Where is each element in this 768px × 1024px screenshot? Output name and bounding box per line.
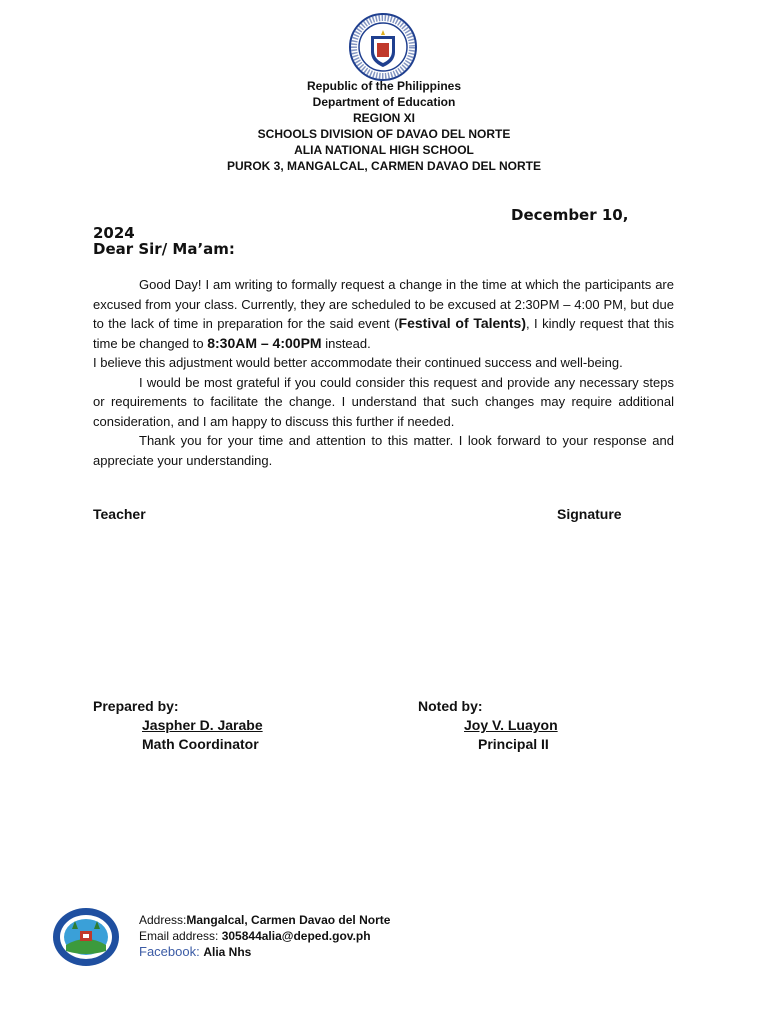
footer-address: [139, 912, 390, 928]
footer-contact: [139, 912, 390, 960]
prepared-by-label: Prepared by:: [93, 698, 179, 714]
header-line-department: Department of Education: [312, 95, 456, 109]
paragraph-thanks: Thank you for your time and attention to this matter. I look forward to your response and appreciate your understanding.: [93, 433, 674, 468]
header-line-address: PUROK 3, MANGALCAL, CARMEN DAVAO DEL NORTE: [226, 159, 541, 173]
signature-label: Signature: [557, 506, 622, 522]
noted-by-label: Noted by:: [418, 698, 483, 714]
email-label: Email address:: [139, 929, 222, 943]
prepared-by-title: Math Coordinator: [142, 736, 259, 752]
address-label: Address:: [139, 913, 187, 927]
header-line-region: REGION XI: [352, 111, 415, 125]
school-logo-icon: [52, 907, 120, 967]
prepared-by-name: Jaspher D. Jarabe: [142, 717, 263, 733]
noted-by-name: Joy V. Luayon: [464, 717, 558, 733]
header-line-school: ALIA NATIONAL HIGH SCHOOL: [294, 143, 474, 157]
paragraph-adjustment: I believe this adjustment would better accommodate their continued success and well-being.: [93, 355, 623, 370]
paragraph-request: [93, 275, 674, 353]
deped-seal-icon: [348, 12, 418, 82]
footer-email: [139, 928, 390, 944]
address-value: Mangalcal, Carmen Davao del Norte: [186, 913, 391, 927]
letter-body: [93, 275, 674, 470]
noted-by-title: Principal II: [478, 736, 549, 752]
date-month-day: December 10,: [511, 206, 629, 224]
salutation: Dear Sir/ Ma’am:: [93, 240, 235, 258]
requested-time: 8:30AM – 4:00PM: [207, 334, 322, 351]
letterhead: [0, 78, 768, 174]
facebook-label: Facebook:: [139, 944, 204, 959]
footer-facebook: [139, 944, 390, 960]
p1-text-b: , I kindly request that this time be changed to: [93, 316, 674, 351]
p1-text-a: Good Day! I am writing to formally request a change in the time at which the participants are excused from your class. Currently, they are scheduled to be excused at 2:30PM – 4:00 PM, but due to the lack of time in preparation for the said event (: [93, 277, 674, 331]
paragraph-grateful: I would be most grateful if you could consider this request and provide any necessary steps or requirements to facilitate the change. I understand that such changes may require additional consideration, and I am happy to discuss this further if needed.: [93, 374, 674, 429]
email-value[interactable]: 305844alia@deped.gov.ph: [221, 929, 371, 943]
date-year: 2024: [93, 224, 135, 242]
header-line-republic: Republic of the Philippines: [306, 79, 461, 93]
p1-text-c: instead.: [321, 335, 371, 351]
teacher-label: Teacher: [93, 506, 146, 522]
header-line-division: SCHOOLS DIVISION OF DAVAO DEL NORTE: [257, 127, 511, 141]
facebook-value[interactable]: Alia Nhs: [203, 945, 252, 959]
event-name: Festival of Talents): [398, 315, 526, 331]
